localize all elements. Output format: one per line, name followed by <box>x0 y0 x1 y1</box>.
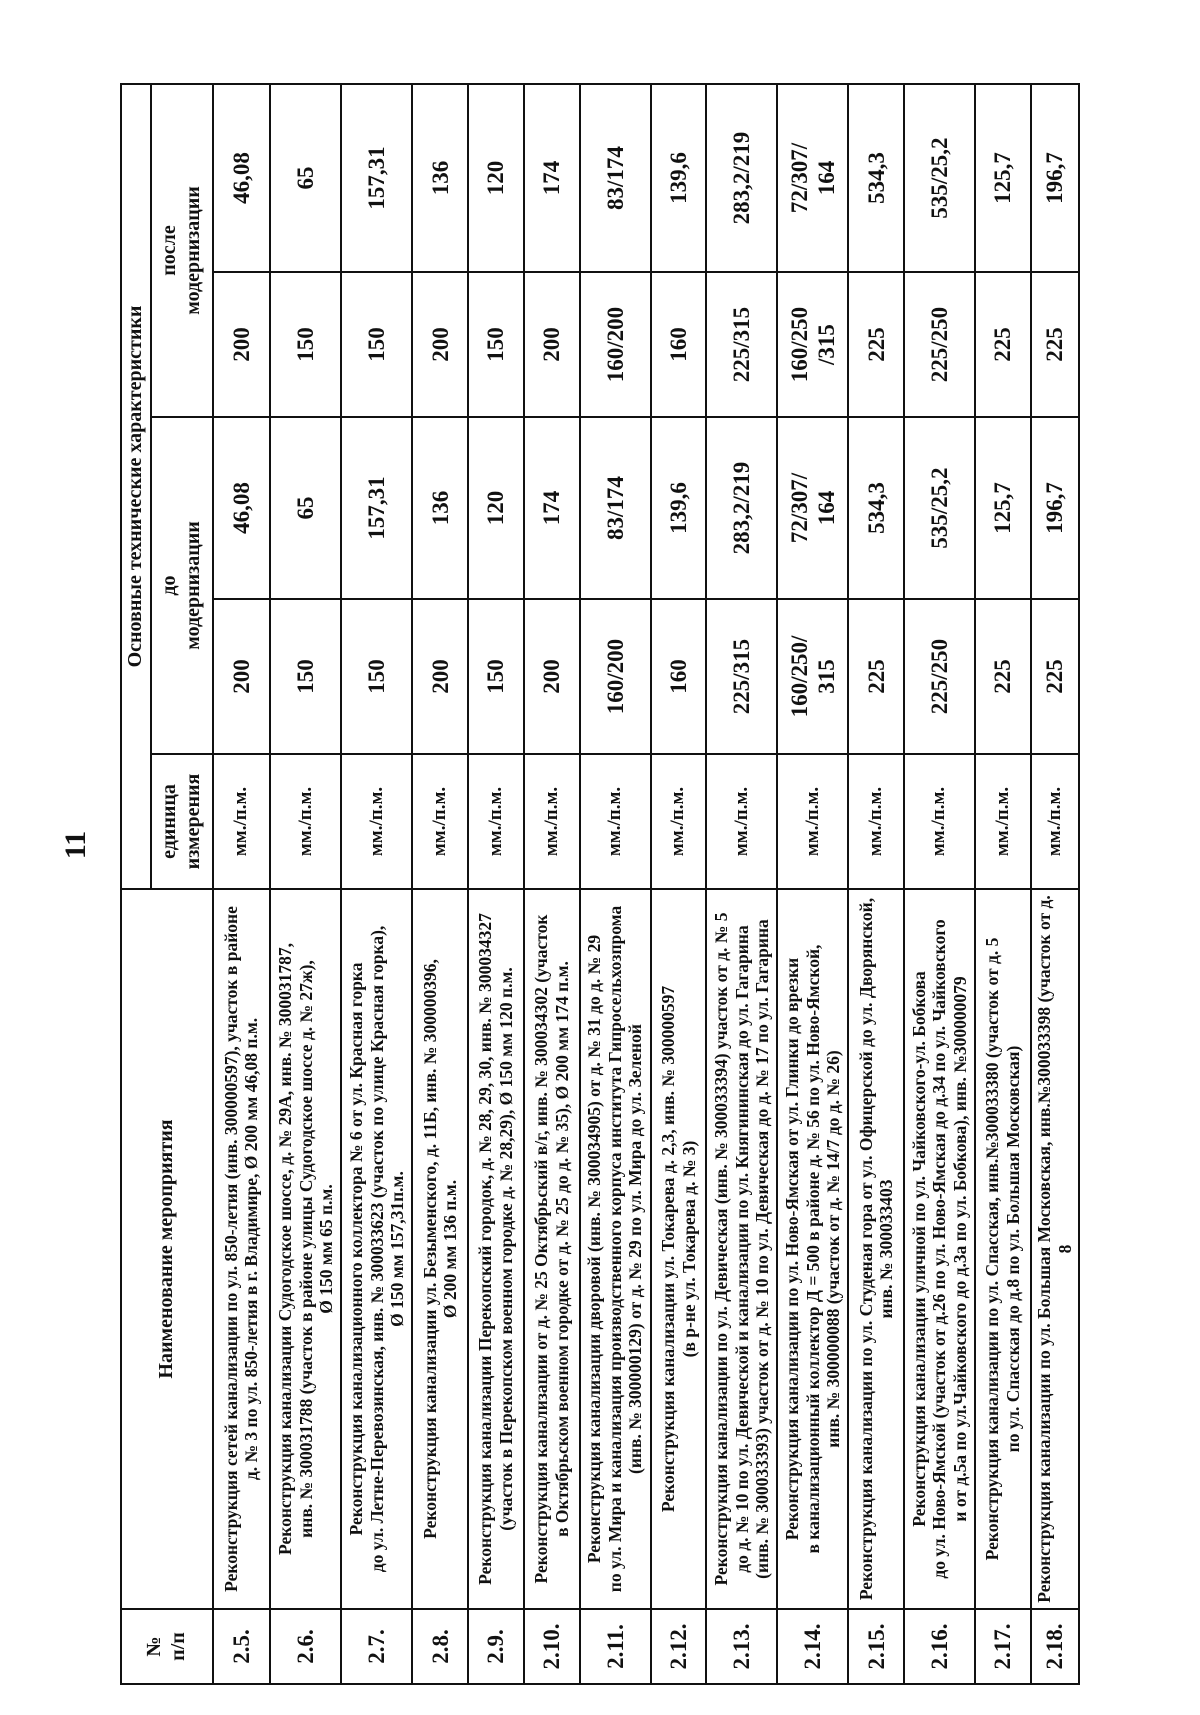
header-num: № п/п <box>121 1609 213 1684</box>
measure-name: Реконструкция сетей канализации по ул. 850-летия (инв. 300000597), участок в районе д. № 3 по ул. 850-летия в г. Владимире, Ø 200 мм 46,08 п.м. <box>213 889 271 1609</box>
row-number: 2.7. <box>341 1609 412 1684</box>
row-number: 2.13. <box>706 1609 777 1684</box>
unit-cell: мм./п.м. <box>468 754 524 889</box>
measure-name: Реконструкция канализации по ул. Девическая (инв. № 300033394) участок от д. № 5 до д. № 10 по ул. Девической и канализации по ул. Княгининская до ул. Гагарина (инв. № 300033393) участок от д. № 10 по ул. Девическая до д. № 17 по ул. Гагарина <box>706 889 777 1609</box>
unit-cell: мм./п.м. <box>651 754 707 889</box>
after-length: 283,2/219 <box>706 84 777 272</box>
row-number: 2.14. <box>777 1609 848 1684</box>
after-diameter: 225/315 <box>706 272 777 417</box>
after-diameter: 200 <box>524 272 580 417</box>
measure-name: Реконструкция канализации Перекопский городок, д. № 28, 29, 30, инв. № 300034327 (участок в Перекопском военном городке д. № 28,29), Ø 150 мм 120 п.м. <box>468 889 524 1609</box>
before-length: 535/25,2 <box>904 417 975 599</box>
before-length: 65 <box>270 417 341 599</box>
header-unit: единица измерения <box>151 754 213 889</box>
before-length: 72/307/ 164 <box>777 417 848 599</box>
after-length: 83/174 <box>580 84 651 272</box>
after-length: 125,7 <box>975 84 1031 272</box>
table-row <box>270 84 341 1684</box>
after-diameter: 225 <box>975 272 1031 417</box>
table-row <box>580 84 651 1684</box>
row-number: 2.9. <box>468 1609 524 1684</box>
rotated-table-wrapper <box>120 85 1080 1685</box>
after-diameter: 160/200 <box>580 272 651 417</box>
table-row <box>651 84 707 1684</box>
before-diameter: 150 <box>270 599 341 754</box>
after-diameter: 160 <box>651 272 707 417</box>
unit-cell: мм./п.м. <box>848 754 904 889</box>
before-diameter: 150 <box>341 599 412 754</box>
before-length: 83/174 <box>580 417 651 599</box>
measures-table <box>120 83 1080 1685</box>
before-diameter: 160 <box>651 599 707 754</box>
after-length: 535/25,2 <box>904 84 975 272</box>
measure-name: Реконструкция канализационного коллектора № 6 от ул. Красная горка до ул. Летне-Перевозинская, инв. № 300033623 (участок по улице Красная горка), Ø 150 мм 157,31п.м. <box>341 889 412 1609</box>
unit-cell: мм./п.м. <box>341 754 412 889</box>
before-diameter: 150 <box>468 599 524 754</box>
after-length: 196,7 <box>1031 84 1079 272</box>
header-tech-characteristics: Основные технические характеристики <box>121 84 151 889</box>
row-number: 2.16. <box>904 1609 975 1684</box>
before-diameter: 200 <box>213 599 271 754</box>
before-length: 136 <box>412 417 468 599</box>
table-row <box>975 84 1031 1684</box>
before-diameter: 225 <box>975 599 1031 754</box>
measure-name: Реконструкция канализации по ул. Студеная гора от ул. Офицерской до ул. Дворянской, инв. № 300033403 <box>848 889 904 1609</box>
row-number: 2.8. <box>412 1609 468 1684</box>
before-diameter: 225/315 <box>706 599 777 754</box>
after-diameter: 225/250 <box>904 272 975 417</box>
before-length: 139,6 <box>651 417 707 599</box>
header-after: после модернизации <box>151 84 213 417</box>
after-length: 46,08 <box>213 84 271 272</box>
before-diameter: 160/200 <box>580 599 651 754</box>
row-number: 2.6. <box>270 1609 341 1684</box>
unit-cell: мм./п.м. <box>270 754 341 889</box>
before-diameter: 200 <box>524 599 580 754</box>
row-number: 2.10. <box>524 1609 580 1684</box>
after-length: 72/307/ 164 <box>777 84 848 272</box>
page-number: 11 <box>59 830 92 860</box>
table-row <box>904 84 975 1684</box>
table-row <box>1031 84 1079 1684</box>
table-row <box>524 84 580 1684</box>
table-row <box>213 84 271 1684</box>
measure-name: Реконструкция канализации по ул. Спасская, инв.№300033380 (участок от д. 5 по ул. Спасская до д.8 по ул. Большая Московская) <box>975 889 1031 1609</box>
row-number: 2.17. <box>975 1609 1031 1684</box>
header-before: до модернизации <box>151 417 213 754</box>
table-row <box>706 84 777 1684</box>
after-length: 157,31 <box>341 84 412 272</box>
measure-name: Реконструкция канализации от д. № 25 Октябрьский в/г, инв. № 300034302 (участок в Октябрьском военном городке от д. № 25 до д. № 35), Ø 200 мм 174 п.м. <box>524 889 580 1609</box>
measure-name: Реконструкция канализации дворовой (инв. № 300034905) от д. № 31 до д. № 29 по ул. Мира и канализация производственного корпуса института Гипросельхозпрома (инв. № 300000129) от д. № 29 по ул. Мира до ул. Зеленой <box>580 889 651 1609</box>
before-diameter: 160/250/ 315 <box>777 599 848 754</box>
before-length: 46,08 <box>213 417 271 599</box>
measure-name: Реконструкция канализации Судогодское шоссе, д. № 29А, инв. № 300031787, инв. № 300031788 (участок в районе улицы Судогодское шоссе д. № 27ж), Ø 150 мм 65 п.м. <box>270 889 341 1609</box>
measure-name: Реконструкция канализации ул. Токарева д. 2,3, инв. № 300000597 (в р-не ул. Токарева д. № 3) <box>651 889 707 1609</box>
after-diameter: 160/250 /315 <box>777 272 848 417</box>
unit-cell: мм./п.м. <box>524 754 580 889</box>
measure-name: Реконструкция канализации уличной по ул. Чайковского-ул. Бобкова до ул. Ново-Ямской (участок от д.26 по ул. Ново-Ямская до д.34 по ул. Чайковского и от д.5а по ул.Чайковского до д.3а по ул. Бобкова), инв. №300000079 <box>904 889 975 1609</box>
unit-cell: мм./п.м. <box>580 754 651 889</box>
after-diameter: 150 <box>341 272 412 417</box>
after-length: 65 <box>270 84 341 272</box>
after-diameter: 225 <box>1031 272 1079 417</box>
before-length: 196,7 <box>1031 417 1079 599</box>
after-length: 534,3 <box>848 84 904 272</box>
before-length: 534,3 <box>848 417 904 599</box>
unit-cell: мм./п.м. <box>213 754 271 889</box>
unit-cell: мм./п.м. <box>1031 754 1079 889</box>
row-number: 2.5. <box>213 1609 271 1684</box>
header-name: Наименование мероприятия <box>121 889 213 1609</box>
after-diameter: 150 <box>468 272 524 417</box>
row-number: 2.12. <box>651 1609 707 1684</box>
table-row <box>777 84 848 1684</box>
measure-name: Реконструкция канализации ул. Безыменского, д. 11Б, инв. № 300000396, Ø 200 мм 136 п.м. <box>412 889 468 1609</box>
before-diameter: 225 <box>848 599 904 754</box>
before-diameter: 200 <box>412 599 468 754</box>
after-diameter: 150 <box>270 272 341 417</box>
before-diameter: 225/250 <box>904 599 975 754</box>
unit-cell: мм./п.м. <box>975 754 1031 889</box>
before-length: 283,2/219 <box>706 417 777 599</box>
before-length: 157,31 <box>341 417 412 599</box>
after-length: 136 <box>412 84 468 272</box>
table-row <box>412 84 468 1684</box>
before-length: 125,7 <box>975 417 1031 599</box>
row-number: 2.15. <box>848 1609 904 1684</box>
row-number: 2.18. <box>1031 1609 1079 1684</box>
table-row <box>848 84 904 1684</box>
after-diameter: 225 <box>848 272 904 417</box>
after-diameter: 200 <box>412 272 468 417</box>
measure-name: Реконструкция канализации по ул. Ново-Ямская от ул. Глинки до врезки в канализационный коллектор Д = 500 в районе д. № 56 по ул. Ново-Ямской, инв. № 300000088 (участок от д. № 14/7 до д. № 26) <box>777 889 848 1609</box>
unit-cell: мм./п.м. <box>904 754 975 889</box>
unit-cell: мм./п.м. <box>412 754 468 889</box>
after-length: 174 <box>524 84 580 272</box>
after-length: 139,6 <box>651 84 707 272</box>
table-row <box>341 84 412 1684</box>
before-length: 174 <box>524 417 580 599</box>
header-row-1 <box>121 84 151 1684</box>
unit-cell: мм./п.м. <box>777 754 848 889</box>
table-row <box>468 84 524 1684</box>
row-number: 2.11. <box>580 1609 651 1684</box>
before-length: 120 <box>468 417 524 599</box>
unit-cell: мм./п.м. <box>706 754 777 889</box>
before-diameter: 225 <box>1031 599 1079 754</box>
table-body <box>213 84 1079 1684</box>
measure-name: Реконструкция канализации по ул. Большая Московская, инв.№300033398 (участок от д. 8 <box>1031 889 1079 1609</box>
after-diameter: 200 <box>213 272 271 417</box>
after-length: 120 <box>468 84 524 272</box>
